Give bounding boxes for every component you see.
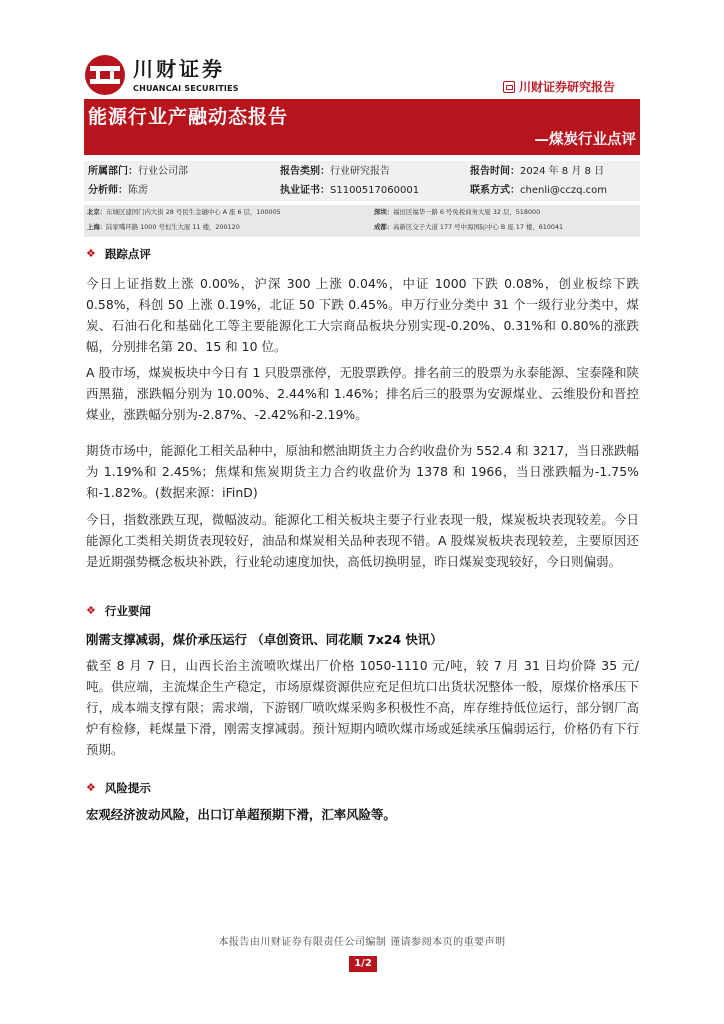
report-title: 能源行业产融动态报告 [88, 106, 289, 128]
address-beijing-label: 北京： [87, 208, 107, 216]
section-risk-title: 风险提示 [104, 781, 151, 795]
risk-text: 宏观经济波动风险，出口订单超预期下滑，汇率风险等。 [86, 807, 396, 822]
meta-analyst-value: 陈雳 [128, 185, 148, 196]
section-tracking-title: 跟踪点评 [104, 247, 151, 261]
tracking-paragraph-1: 今日上证指数上涨 0.00%，沪深 300 上涨 0.04%，中证 1000 下跌 0.08%，创业板综下跌 0.58%，科创 50 上涨 0.19%，北证 50 下跌 0.45%。申万行业分类中 31 个一级行业分类中，煤炭、石油石化和基础化工等主要能源化工大宗商品板块分别实现-0.20%、0.31%和 0.80%的涨跌幅，分别排名第 20、15 和 10 位。 [86, 276, 639, 354]
section-news-heading [86, 603, 151, 619]
address-chengdu [374, 223, 563, 232]
tracking-paragraph-4: 今日，指数涨跌互现，微幅波动。能源化工相关板块主要子行业表现一般，煤炭板块表现较差。今日能源化工类相关期货表现较好，油品和煤炭相关品种表现不错。A 股煤炭板块表现较差，主要原因还是近期强势概念板块补跌，行业轮动速度加快，高低切换明显，昨日煤炭变现较好，今日则偏弱。 [86, 512, 639, 569]
page-number: 1/2 [349, 956, 377, 972]
brand-label-text: 川财证券研究报告 [519, 80, 616, 94]
address-shenzhen-value: 福田区福华一路 6 号免税商务大厦 32 层，518000 [393, 208, 541, 216]
meta-cert-label: 执业证书： [280, 185, 330, 196]
meta-time-value: 2024 年 8 月 8 日 [520, 166, 605, 177]
news-paragraph-1: 截至 8 月 7 日，山西长治主流喷吹煤出厂价格 1050-1110 元/吨，较 7 月 31 日均价降 35 元/吨。供应端，主流煤企生产稳定，市场原煤资源供应充足但坑口出货状况整体一般，原煤价格承压下行，成本端支撑有限；需求端，下游钢厂喷吹煤采购多积极性不高，库存维持低位运行，部分钢厂高炉有检修，耗煤量下滑，刚需支撑减弱。预计短期内喷吹煤市场或延续承压偏弱运行，价格仍有下行预期。 [86, 658, 639, 757]
report-subtitle: —煤炭行业点评 [534, 132, 636, 148]
report-mark-icon [503, 81, 515, 93]
address-shenzhen-label: 深圳： [374, 208, 394, 216]
logo-text-en: CHUANCAI SECURITIES [133, 84, 239, 93]
meta-contact-value[interactable]: chenli@cczq.com [520, 185, 608, 196]
address-shanghai [87, 223, 240, 232]
meta-cert [280, 184, 419, 197]
office-address-panel [84, 205, 640, 237]
diamond-bullet-icon: ❖ [86, 781, 96, 794]
address-shanghai-label: 上海： [87, 223, 107, 231]
address-shenzhen [374, 208, 540, 217]
meta-analyst-label: 分析师： [88, 185, 128, 196]
meta-time [470, 165, 604, 178]
meta-time-label: 报告时间： [470, 166, 520, 177]
news-headline: 刚需支撑减弱，煤价承压运行 （卓创资讯、同花顺 7x24 快讯） [86, 632, 443, 647]
diamond-bullet-icon: ❖ [86, 247, 96, 260]
address-chengdu-label: 成都： [374, 223, 394, 231]
section-risk-heading [86, 780, 151, 796]
address-shanghai-value: 陆家嘴环路 1000 号恒生大厦 11 楼，200120 [106, 223, 240, 231]
address-beijing [87, 208, 281, 217]
logo-text-cn: 川财证券 [133, 57, 225, 81]
meta-cert-value: S1100517060001 [330, 185, 420, 196]
meta-contact [470, 184, 607, 197]
chuancai-logo-icon [84, 54, 126, 96]
brand-label [503, 79, 615, 95]
section-tracking-heading [86, 246, 151, 262]
meta-type [280, 165, 390, 178]
footer-notice: 本报告由川财证券有限责任公司编制 谨请参阅本页的重要声明 [218, 937, 506, 948]
diamond-bullet-icon: ❖ [86, 604, 96, 617]
address-chengdu-value: 高新区交子大道 177 号中海国际中心 B 座 17 楼，610041 [393, 223, 564, 231]
meta-dept-value: 行业公司部 [138, 166, 188, 177]
section-news-title: 行业要闻 [104, 604, 151, 618]
address-beijing-value: 东城区建国门内大街 28 号民生金融中心 A 座 6 层，100005 [106, 208, 281, 216]
meta-dept [88, 165, 188, 178]
report-meta-panel [84, 161, 640, 201]
meta-type-label: 报告类别： [280, 166, 330, 177]
meta-contact-label: 联系方式： [470, 185, 520, 196]
meta-type-value: 行业研究报告 [330, 166, 390, 177]
tracking-paragraph-2: A 股市场，煤炭板块中今日有 1 只股票涨停，无股票跌停。排名前三的股票为永泰能源、宝泰隆和陕西黑猫，涨跌幅分别为 10.00%、2.44%和 1.46%；排名后三的股票为安源煤业、云维股份和晋控煤业，涨跌幅分别为-2.87%、-2.42%和-2.19%。 [86, 365, 639, 422]
meta-analyst [88, 184, 148, 197]
tracking-paragraph-3: 期货市场中，能源化工相关品种中，原油和燃油期货主力合约收盘价为 552.4 和 3217，当日涨跌幅为 1.19%和 2.45%；焦煤和焦炭期货主力合约收盘价为 1378 和 1966，当日涨跌幅为-1.75%和-1.82%。(数据来源：iFinD) [86, 443, 639, 500]
meta-dept-label: 所属部门： [88, 166, 138, 177]
